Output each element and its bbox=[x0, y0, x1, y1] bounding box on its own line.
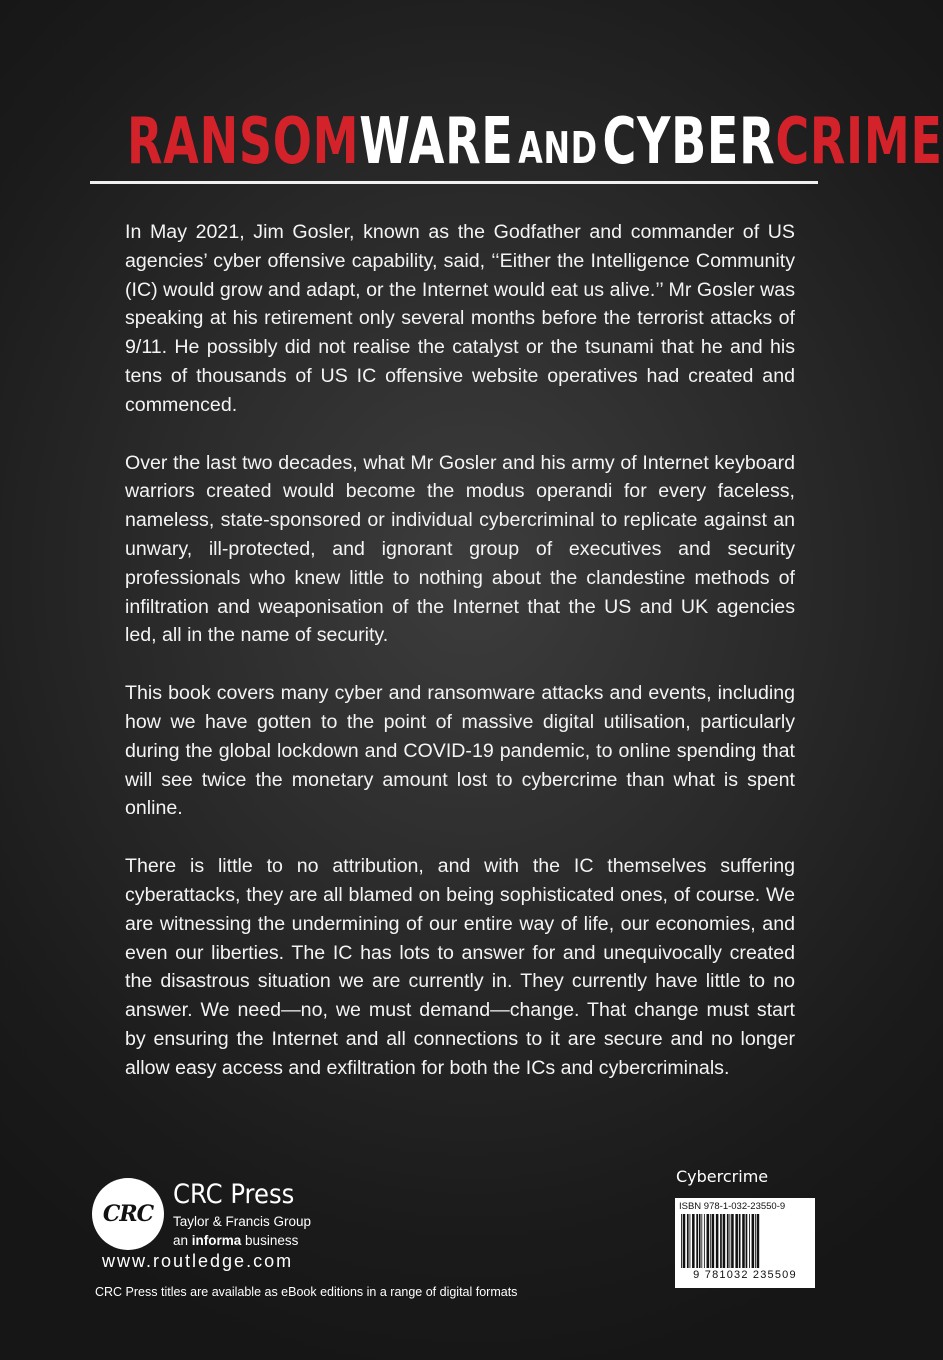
title-ransom: RANSOM bbox=[126, 105, 360, 179]
barcode-bar bbox=[752, 1214, 755, 1268]
barcode-bar bbox=[707, 1214, 710, 1268]
barcode-bar bbox=[742, 1214, 745, 1268]
barcode-bar bbox=[710, 1214, 711, 1268]
title-ware: WARE bbox=[359, 105, 514, 179]
publisher-block bbox=[173, 1180, 311, 1250]
business-prefix: an bbox=[173, 1233, 192, 1248]
barcode-bar bbox=[723, 1214, 726, 1268]
barcode-bar bbox=[755, 1214, 756, 1268]
publisher-group: Taylor & Francis Group bbox=[173, 1214, 312, 1229]
ebook-note: CRC Press titles are available as eBook editions in a range of digital formats bbox=[95, 1285, 518, 1299]
blurb-paragraph-2: Over the last two decades, what Mr Gosler and his army of Internet keyboard warriors created would become the modus operandi for every faceless, nameless, state-sponsored or individual cybercriminal to replicate against an unwary, ill-protected, and ignorant group of executives and security professionals who knew little to nothing about the clandestine methods of infiltration and weaponisation of the Internet that the US and UK agencies led, all in the name of security. bbox=[125, 451, 795, 647]
barcode-bar bbox=[749, 1214, 750, 1268]
barcode-bar bbox=[720, 1214, 722, 1268]
barcode-bar bbox=[731, 1214, 734, 1268]
business-suffix: business bbox=[241, 1233, 299, 1248]
isbn-label: ISBN 978-1-032-23550-9 bbox=[679, 1201, 786, 1212]
barcode-digits: 9 781032 235509 bbox=[693, 1269, 797, 1281]
publisher-url[interactable]: www.routledge.com bbox=[102, 1251, 294, 1271]
title-and: AND bbox=[518, 123, 598, 174]
barcode-bar bbox=[704, 1214, 705, 1268]
barcode-bar bbox=[735, 1214, 738, 1268]
barcode-bar bbox=[701, 1214, 702, 1268]
barcode-bar bbox=[681, 1214, 682, 1268]
barcode-bar bbox=[687, 1214, 689, 1268]
barcode-bar bbox=[716, 1214, 719, 1268]
barcode-bar bbox=[683, 1214, 686, 1268]
barcode-bar bbox=[699, 1214, 701, 1268]
barcode-bar bbox=[690, 1214, 691, 1268]
crc-press-logo bbox=[92, 1178, 164, 1250]
book-title bbox=[126, 105, 943, 179]
publisher-business-line bbox=[173, 1231, 311, 1250]
business-informa: informa bbox=[191, 1233, 242, 1248]
barcode-bar bbox=[739, 1214, 741, 1268]
barcode-bar bbox=[696, 1214, 698, 1268]
barcode-bar bbox=[729, 1214, 730, 1268]
barcode-bar bbox=[692, 1214, 695, 1268]
blurb-paragraph-3: This book covers many cyber and ransomware attacks and events, including how we have gotten to the point of massive digital utilisation, particularly during the global lockdown and COVID-19 pandemic, to online spending that will see twice the monetary amount lost to cybercrime than what is spent online. bbox=[125, 682, 795, 820]
title-cyber: CYBER bbox=[602, 105, 776, 179]
subject-category: Cybercrime bbox=[676, 1167, 769, 1186]
publisher-name: CRC Press bbox=[173, 1179, 295, 1210]
blurb-paragraph-1: In May 2021, Jim Gosler, known as the Godfather and commander of US agencies’ cyber offensive capability, said, ‘‘Either the Intelligence Community (IC) would grow and adapt, or the Internet would eat us alive.’’ Mr Gosler was speaking at his retirement only several months before the terrorist attacks of 9/11. He possibly did not realise the catalyst or the tsunami that he and his tens of thousands of US IC offensive website operatives had created and commenced. bbox=[125, 221, 795, 416]
blurb bbox=[125, 218, 795, 1112]
barcode-bar bbox=[746, 1214, 748, 1268]
title-underline bbox=[90, 181, 818, 184]
title-crime: CRIME bbox=[775, 105, 943, 179]
blurb-paragraph-4: There is little to no attribution, and with the IC themselves suffering cyberattacks, they are all blamed on being sophisticated ones, of course. We are witnessing the undermining of our entire way of life, our economies, and even our liberties. The IC has lots to answer for and unequivocally created the disastrous situation we are currently in. They currently have little to no answer. We need—no, we must demand—change. That change must start by ensuring the Internet and all connections to it are secure and no longer allow easy access and exfiltration for both the ICs and cybercriminals. bbox=[125, 855, 795, 1079]
isbn-barcode bbox=[675, 1198, 815, 1288]
barcode-bar bbox=[727, 1214, 729, 1268]
crc-logo-text: CRC bbox=[102, 1201, 154, 1227]
barcode-bars bbox=[679, 1214, 811, 1268]
barcode-bar bbox=[712, 1214, 715, 1268]
barcode-bar bbox=[757, 1214, 760, 1268]
